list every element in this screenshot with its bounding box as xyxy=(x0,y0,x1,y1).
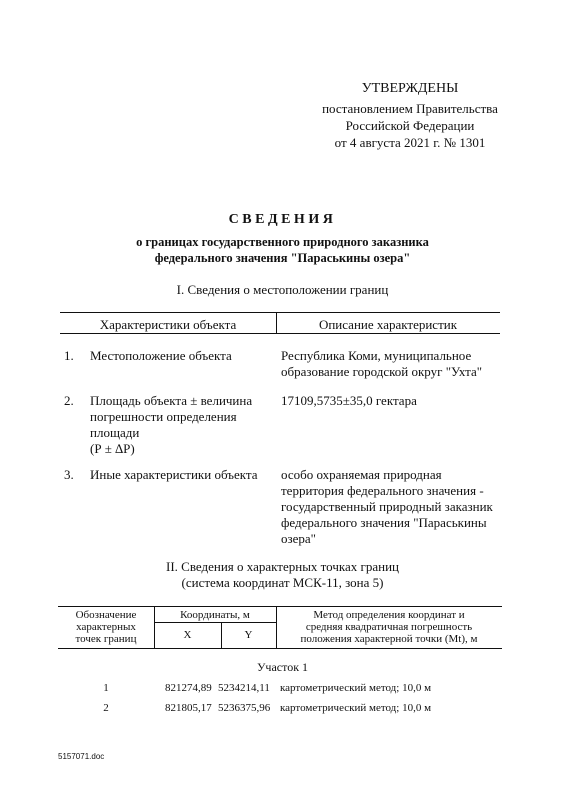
point-1-method: картометрический метод; 10,0 м xyxy=(280,682,432,694)
row1-number: 1. xyxy=(64,348,74,363)
point-2-y: 5236375,96 xyxy=(218,702,271,714)
method-line-3: положения характерной точки (Mt), м xyxy=(300,633,478,645)
subtitle-line-1: о границах государственного природного заказника xyxy=(136,235,429,249)
section1-heading: I. Сведения о местоположении границ xyxy=(176,282,389,297)
point-2-x: 821805,17 xyxy=(165,702,212,714)
point-1-designation: 1 xyxy=(103,682,109,694)
method-line-1: Метод определения координат и xyxy=(313,609,465,621)
point-2-method: картометрический метод; 10,0 м xyxy=(280,702,432,714)
designation-line-3: точек границ xyxy=(75,633,137,645)
row2-value: 17109,5735±35,0 гектара xyxy=(281,393,417,408)
designation-line-1: Обозначение xyxy=(75,609,137,621)
row3-number: 3. xyxy=(64,467,74,482)
point-1-y: 5234214,11 xyxy=(218,682,270,694)
table1-header-description: Описание характеристик xyxy=(318,317,458,332)
table2-top-rule xyxy=(58,606,502,607)
table2-header-method xyxy=(276,609,502,645)
approval-block xyxy=(300,80,520,151)
row1-label: Местоположение объекта xyxy=(90,348,232,363)
section2-heading-line-1: II. Сведения о характерных точках границ xyxy=(166,559,399,574)
section2-heading xyxy=(0,559,565,591)
approval-line-3: от 4 августа 2021 г. № 1301 xyxy=(334,135,486,150)
footer-filename: 5157071.doc xyxy=(58,752,105,761)
document-title: СВЕДЕНИЯ xyxy=(228,212,337,227)
table2-header-rule xyxy=(58,648,502,649)
row2-number: 2. xyxy=(64,393,74,408)
table2-header-x: X xyxy=(183,629,192,641)
approval-title: УТВЕРЖДЕНЫ xyxy=(361,81,459,96)
subtitle-line-2: федерального значения "Параськины озера" xyxy=(154,251,411,265)
row3-value: особо охраняемая природная территория федерального значения - государственный природный заказник федерального значения "Параськины озера" xyxy=(281,467,493,546)
row3-label: Иные характеристики объекта xyxy=(90,467,258,482)
method-line-2: средняя квадратичная погрешность xyxy=(305,621,473,633)
plot-label: Участок 1 xyxy=(256,660,309,674)
table1-header-characteristics: Характеристики объекта xyxy=(99,317,237,332)
table2-header-y: Y xyxy=(244,629,253,641)
row2-label xyxy=(90,393,270,457)
table2-header-coords: Координаты, м xyxy=(180,609,250,621)
designation-line-2: характерных xyxy=(76,621,136,633)
point-1-x: 821274,89 xyxy=(165,682,212,694)
row2-label-main: Площадь объекта ± величина погрешности определения площади xyxy=(90,393,253,440)
table1-top-rule xyxy=(60,312,500,313)
row1-value: Республика Коми, муниципальное образование городской округ "Ухта" xyxy=(281,348,483,379)
row2-label-formula: (Р ± ∆Р) xyxy=(90,441,135,456)
table1-header-rule xyxy=(60,333,500,334)
table2-header-designation xyxy=(58,609,154,645)
point-2-designation: 2 xyxy=(103,702,109,714)
approval-line-2: Российской Федерации xyxy=(345,118,475,133)
table2-coords-rule xyxy=(154,622,276,623)
document-subtitle xyxy=(0,234,565,266)
approval-line-1: постановлением Правительства xyxy=(322,101,498,116)
section2-heading-line-2: (система координат МСК-11, зона 5) xyxy=(181,575,384,590)
